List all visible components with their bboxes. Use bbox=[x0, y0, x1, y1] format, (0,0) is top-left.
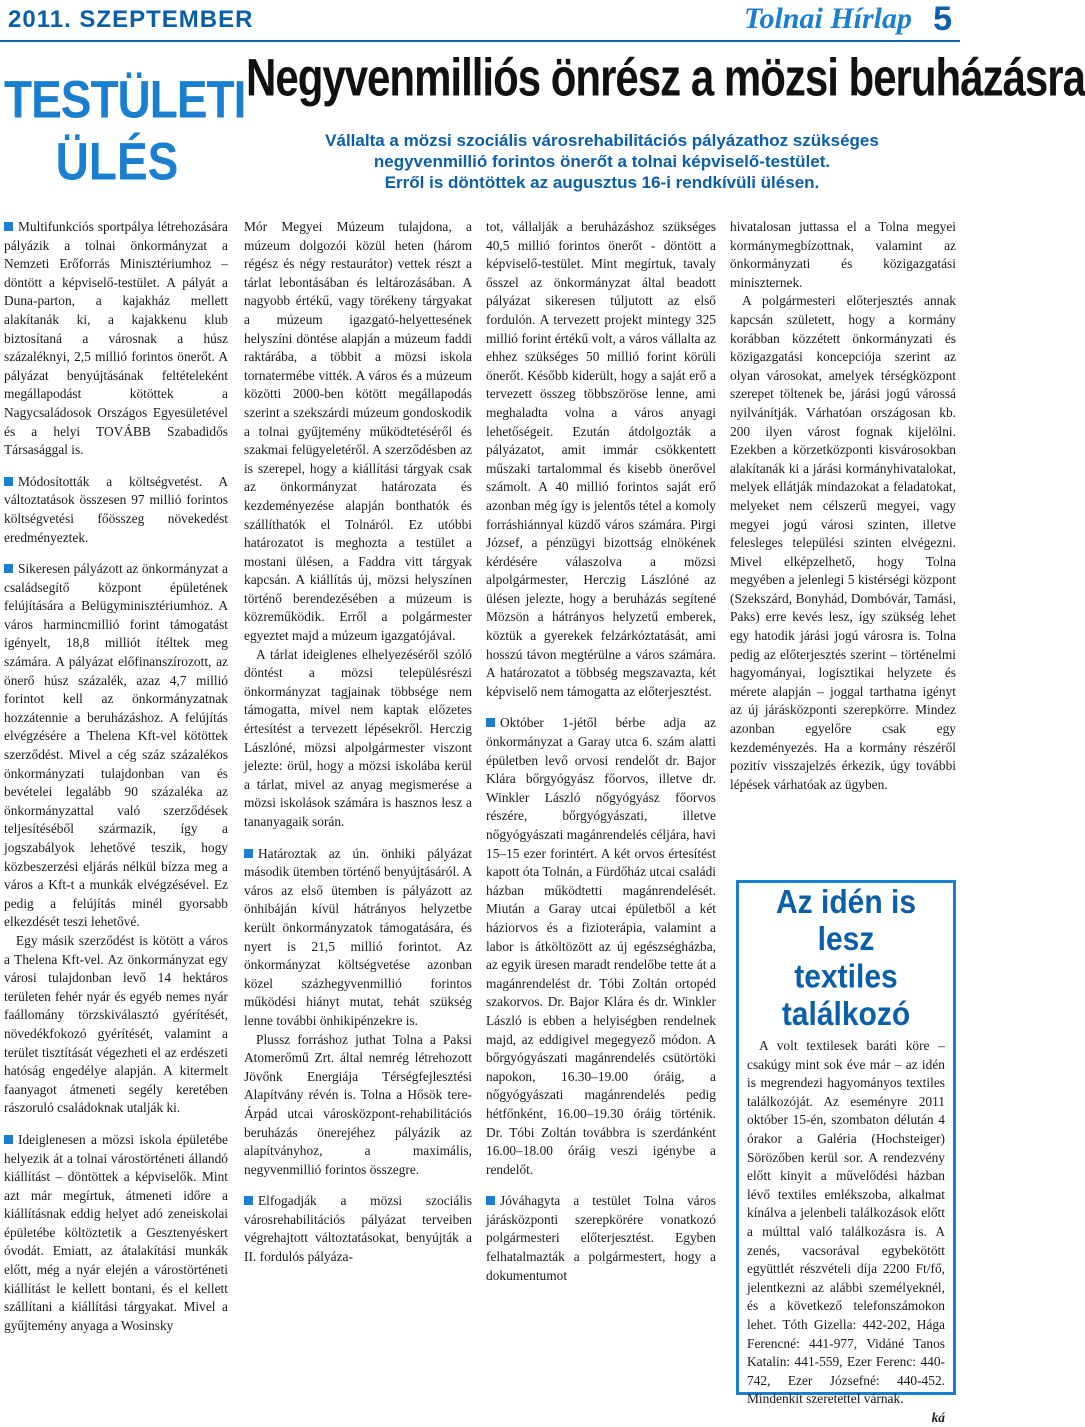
square-bullet-icon bbox=[244, 849, 253, 858]
article-column-4 bbox=[730, 218, 956, 794]
page-header bbox=[0, 0, 960, 42]
paragraph-text: Ideiglenesen a mözsi iskola épületébe helyezik át a tolnai várostörténeti állandó kiállítást – döntöttek a képviselők. Mint azt már megírtuk, átmeneti időre a kiállításnak eddig helyet adó zeneiskolai épületébe költöztetik a Gesztenyéskert óvodát. Emiatt, az átalakítási munkák előtt, még a nyár elején a várostörténeti kiállítást le kellett bontani, és el kellett szállítani a kiállítási tárgyakat. Mivel a gyűjtemény anyaga a Wosinsky bbox=[4, 1131, 228, 1333]
section-badge-line2: ÜLÉS bbox=[55, 131, 179, 191]
paragraph-text: Október 1-jétől bérbe adja az önkormányzat a Garay utca 6. szám alatti épületben levő orvosi rendelőt dr. Bajor Klára bőrgyógyász főorvos, illetve dr. Winkler László nőgyógyász főorvos részére, bőrgyógyászati, illetve nőgyógyászati magánrendelés céljára, havi 15–15 ezer forintért. A két orvos értesítést kapott óta Tolnán, a Fürdőház utcai családi házban működtetti magánrendelését. Miután a Garay utcai épületből a két háziorvos és a fizioterápia, valamint a labor is átköltözött az új egészségházba, az egyik üresen maradt rendelőbe tette át a magánrendelést dr. Tóbi Zoltán ortopéd szakorvos. Dr. Bajor Klára és dr. Winkler László is ebben a helyiségben rendelnek majd, az eddigivel megegyező módon. A bőrgyógyászati magánrendelés csütörtöki napokon, 16.30–19.00 óráig, a nőgyógyászati magánrendelés pedig hétfőnként, 16.00–19.30 óráig történik. Dr. Tóbi Zoltán továbbra is szerdánként 16.00–18.00 óráig veszi igénybe a rendelőt. bbox=[486, 715, 716, 1177]
box-title bbox=[747, 884, 945, 1034]
box-body bbox=[747, 1037, 945, 1427]
square-bullet-icon bbox=[4, 1135, 13, 1144]
square-bullet-icon bbox=[244, 1196, 253, 1205]
paragraph-text: Módosították a költségvetést. A változtatások összesen 97 millió forintos költségvetési főösszeg növekedést eredményeztek. bbox=[4, 473, 228, 545]
paragraph bbox=[244, 845, 472, 1031]
paragraph-text: Sikeresen pályázott az önkormányzat a családsegítő központ épületének felújítására a Belügyminisztériumhoz. A város harmincmillió forint támogatást igényelt, 18,8 milliót ítéltek meg számára. A pályázat előfinanszírozott, az önerő húsz százalék, azaz 4,7 millió forintot kell az önkormányzatnak hozzátennie a beruházáshoz. A felújítás elvégzésére a Thelena Kft-vel kötöttek szerződést. Mivel a cég száz százalékos önkormányzati tulajdonban van és bevételei legalább 90 százaléka az önkormányzattal való szerződések teljesítéséből származik, így a jogszabályok lehetővé teszik, hogy közbeszerzési eljárás nélkül bízza meg a város a Kft-t a munkák elvégzésével. Ez pedig a felújítás minél gyorsabb elkezdését teszi lehetővé. bbox=[4, 561, 228, 930]
square-bullet-icon bbox=[4, 477, 13, 486]
square-bullet-icon bbox=[4, 222, 13, 231]
paragraph bbox=[4, 1131, 228, 1336]
lead-line: Erről is döntöttek az augusztus 16-i rendkívüli ülésen. bbox=[384, 173, 820, 192]
paragraph: Egy másik szerződést is kötött a város a Thelena Kft-vel. Az önkormányzat egy városi tulajdonban levő 14 hektáros területen fehér nyár és egyéb nemes nyár faállomány törzskiválasztó gyérítését, növedékfokozó gyérítését, valamint a terület tisztítását végezheti el az erdészeti hatóság engedélye alapján. A kitermelt faanyagot átmeneti segély keretében rászoruló családoknak utalják ki. bbox=[4, 932, 228, 1116]
section-badge bbox=[4, 68, 246, 196]
square-bullet-icon bbox=[486, 1196, 495, 1205]
header-divider bbox=[0, 40, 960, 42]
article-column-2 bbox=[244, 218, 472, 1267]
lead-line: negyvenmillió forintos önerőt a tolnai képviselő-testület. bbox=[373, 152, 831, 171]
box-title-line1: Az idén is lesz bbox=[775, 884, 917, 958]
paragraph: A polgármesteri előterjesztés annak kapcsán született, hogy a kormány korábban közzétett önkormányzati és közigazgatási koncepciója szerint az olyan városokat, amelyek térségközpont szerepet töltenek be, járási jogú várossá nyilvánítják. Várhatóan országosan kb. 200 ilyen várost fognak kijelölni. Ezekben a körzetközponti kisvárosokban alakítanák ki a járási kormányhivatalokat, melyek ellátják mindazokat a feladatokat, melyeket nem célszerű megyei, vagy megyei jogú városi szinten, illetve felesleges települési szinten elvégezni. Mivel elképzelhető, hogy Tolna megyében a jelenlegi 5 kistérségi központ (Szekszárd, Bonyhád, Dombóvár, Tamási, Paks) erre kevés lesz, így szükség lehet egy hatodik járási jogú városra is. Tolna pedig az előterjesztés szerint – történelmi hagyományai, logisztikai helyzete és mérete alapján – joggal tarthatna igényt az új járásközponti szerepkörre. Mindez azonban egyelőre csak egy kezdeményezés. Ha a kormány részéről pozitív visszajelzés érkezik, úgy további lépések várhatóak az ügyben. bbox=[730, 293, 956, 792]
article-lead bbox=[246, 130, 958, 193]
paragraph: Mór Megyei Múzeum tulajdona, a múzeum dolgozói közül heten (három régész és négy restaurátor) vettek részt a tárlat lebontásában és leltározásában. A nagyobb értékű, vagy törékeny tárgyakat a múzeum igazgató-helyettesének helyszíni döntése alapján a múzeum faddi raktárába, a többit a mözsi iskola tornatermébe vitték. A város és a múzeum közötti 2000-ben kötött megállapodás szerint a szekszárdi múzeum gondoskodik a tolnai gyűjtemény működtetéséről és szakmai felügyeletéről. A szerződésben az is szerepel, hogy a kiállítási tárgyak csak az önkormányzat határozata és kezdeményezése alapján bonthatók és szállíthatók el Tolnáról. Ez utóbbi határozatot is meghozta a testület a mostani ülésen, a Faddra vitt tárgyak kapcsán. A kiállítás új, mözsi helyszínen történő berendezésében a múzeum is közreműködik. Erről a polgármester egyeztet majd a múzeum igazgatójával. bbox=[244, 219, 472, 644]
paragraph bbox=[4, 218, 228, 460]
box-title-line2: textiles találkozó bbox=[781, 959, 911, 1033]
paragraph: hivatalosan juttassa el a Tolna megyei kormánymegbízottnak, valamint az önkormányzati és közigazgatási miniszternek. bbox=[730, 219, 956, 290]
page-number: 5 bbox=[933, 0, 952, 38]
article-column-3 bbox=[486, 218, 716, 1285]
article-column-1 bbox=[4, 218, 228, 1335]
paragraph bbox=[486, 1192, 716, 1285]
section-badge-line1: TESTÜLETI bbox=[4, 69, 246, 129]
author-signature: ká bbox=[931, 1409, 945, 1425]
square-bullet-icon bbox=[4, 564, 13, 573]
paragraph: Plussz forráshoz juthat Tolna a Paksi Atomerőmű Zrt. által nemrég létrehozott Jövőnk Energiája Térségfejlesztési Alapítvány révén is. Tolna a Hősök tere-Árpád utcai városközpont-rehabilitációs beruházás önerejéhez pályázik az alapítványhoz, a maximális, negyvenmillió forintos összegre. bbox=[244, 1031, 472, 1177]
paragraph bbox=[4, 560, 228, 932]
paragraph-text: Multifunkciós sportpálya létrehozására pályázik a tolnai önkormányzat a Nemzeti Erőforrás Minisztériumhoz – döntött a képviselő-testület. A pályát a Duna-parton, a kajakház mellett alakítanák ki, a kajakkenu klub biztosítaná a városnak a húsz százaléknyi, 2,5 millió forintos önerőt. A pályázat benyújtásának feltételeként megállapodást kötöttek a Nagycsaládosok Országos Egyesületével és a helyi TOVÁBB Szabadidős Társasággal is. bbox=[4, 219, 228, 458]
paragraph: tot, vállalják a beruházáshoz szükséges 40,5 millió forintos önerőt - döntött a képviselő-testület. Mint megírtuk, tavaly ősszel az önkormányzat által beadott pályázat sikeresen túljutott az első fordulón. A tervezett projekt mintegy 325 millió forint értékű volt, a város vállalta az ehhez szükséges 50 millió forint körüli önerőt. Később kiderült, hogy a saját erő a tervezett összeg többszöröse lenne, ami meghaladta volna a város anyagi lehetőségeit. Ezután átdolgozták a pályázatot, amit immár csökkentett műszaki tartalommal és kisebb önerővel számolt. A 40 millió forintos saját erő azonban még így is jelentős tétel a komoly forráshiánnyal küzdő város számára. Pirgi József, a pénzügyi bizottság elnökének kérdésére válaszolva a mözsi alpolgármester, Herczig Lászlóné az ülésen jelezte, hogy a beruházás segítené Mözsön a hátrányos helyzetű emberek, köztük a gyerekek felzárkóztatását, ami hosszú távon megtérülne a város számára. A határozatot a többség megszavazta, két képviselő nem támogatta az előterjesztést. bbox=[486, 219, 716, 699]
paragraph bbox=[244, 1192, 472, 1266]
paragraph bbox=[4, 473, 228, 547]
article-headline: Negyvenmilliós önrész a mözsi beruházásra bbox=[246, 48, 1085, 107]
paragraph-text: Jóváhagyta a testület Tolna város járásközponti szerepkörére vonatkozó polgármesteri előterjesztést. Egyben felhatalmazták a polgármestert, hogy a dokumentumot bbox=[486, 1193, 716, 1283]
textile-meeting-box bbox=[736, 880, 956, 1425]
newspaper-brand: Tolnai Hírlap bbox=[743, 2, 912, 35]
lead-line: Vállalta a mözsi szociális városrehabilitációs pályázathoz szükséges bbox=[325, 131, 879, 150]
paragraph-text: Elfogadják a mözsi szociális városrehabilitációs pályázat terveiben végrehajtott változtatásokat, benyújták a II. fordulós pályáza- bbox=[244, 1193, 472, 1265]
square-bullet-icon bbox=[486, 718, 495, 727]
paragraph-text: Határoztak az ún. önhiki pályázat második ütemben történő benyújtásáról. A város az első ütemben is pályázott az önhibáján kívül hátrányos helyzetbe került önkormányzatok támogatására, és nyert is 21,5 millió forintot. Az önkormányzat költségvetése azonban közel százhegyvenmillió forintos működési hiányt mutat, tehát szükség lenne további önhikipénzekre is. bbox=[244, 845, 472, 1028]
paragraph bbox=[486, 714, 716, 1179]
paragraph: A tárlat ideiglenes elhelyezéséről szóló döntést a mözsi településrészi önkormányzat tagjainak többsége nem támogatta, mivel nem kaptak előzetes értesítést a tervezett lépésekről. Herczig Lászlóné, mözsi alpolgármester viszont jelezte: örül, hogy a mözsi iskolába kerül a tárlat, mivel az anyag megismerése a mözsi iskolások számára is hasznos lesz a tananyagaik során. bbox=[244, 646, 472, 829]
box-paragraph: A volt textilesek baráti köre – csakúgy mint sok éve már – az idén is megrendezi hagyományos textiles találkozóját. Az eseményre 2011 október 15-én, szombaton délután 4 órakor a Galéria (Hochsteiger) Sörözőben kerül sor. A rendezvény előtt kinyit a művelődési házban lévő textiles emlékszoba, alkalmat kínálva a jelenbeli találkozások előtt a múlttal való találkozásra is. A zenés, vacsorával egybekötött együttlét részvételi díja 2200 Ft/fő, jelentkezni az alábbi személyeknél, és a következő telefonszámokon lehet. Tóth Gizella: 442-202, Hága Ferencné: 441-977, Vidáné Tanos Katalin: 441-559, Ezer Ferenc: 440-742, Ezer Józsefné: 440-452. Mindenkit szeretettel várnak. bbox=[747, 1038, 945, 1407]
issue-date: 2011. SZEPTEMBER bbox=[8, 6, 254, 33]
